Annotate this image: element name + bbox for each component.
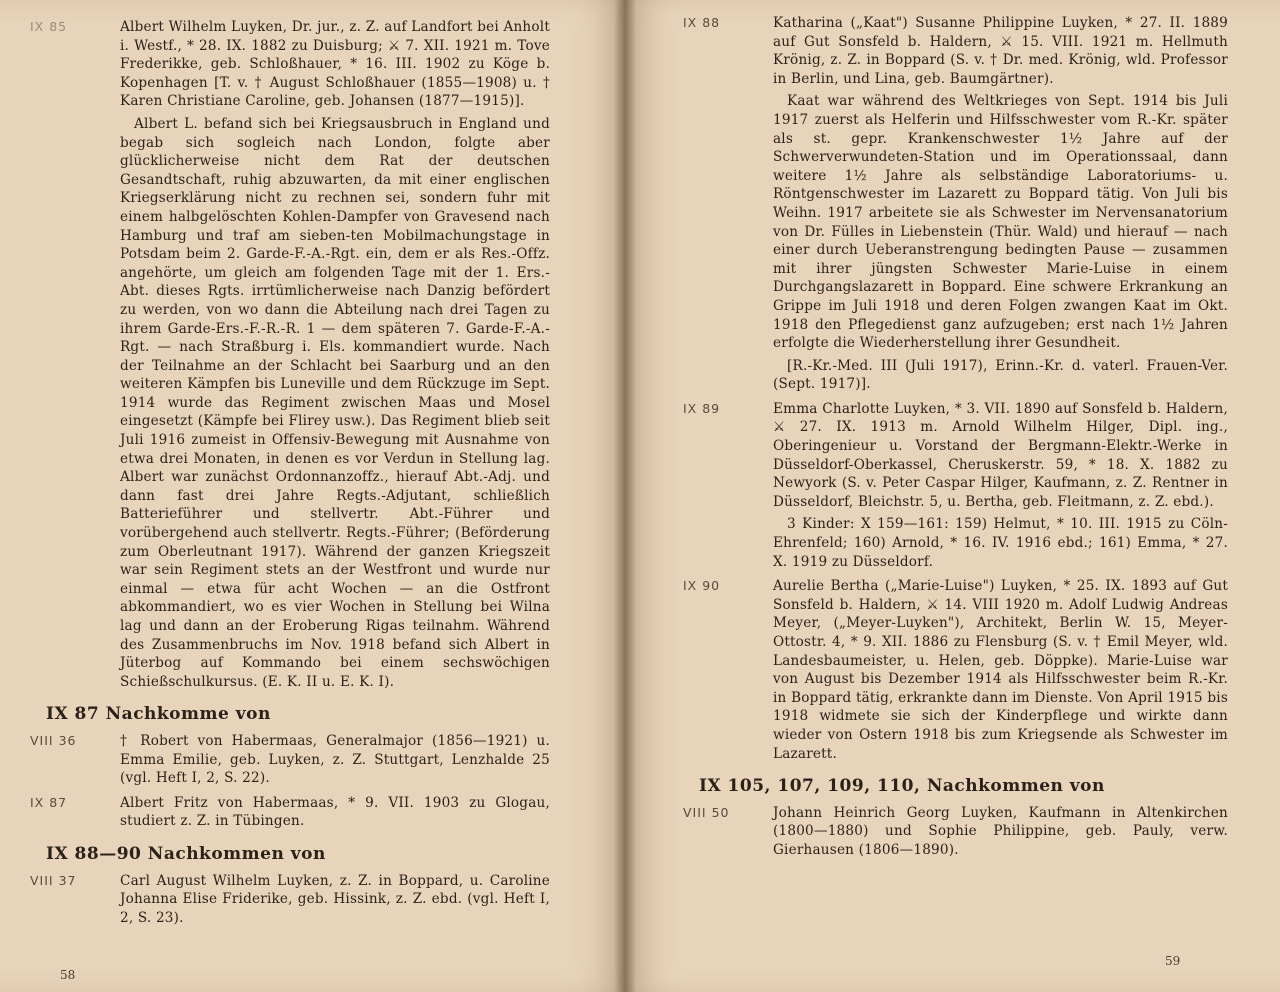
entry-paragraph: Katharina („Kaat") Susanne Philippine Luyken, * 27. II. 1889 auf Gut Sonsfeld b. Haldern, ⚔ 15. VIII. 1921 m. Hellmuth Krönig, z. Z. in Boppard (S. v. † Dr. med. Krönig, wld. Professor in Berlin, und Lina, geb. Baumgärtner). [773,15,1228,87]
entry-number: IX 87 [30,794,68,810]
entry-paragraph: † Robert von Habermaas, Generalmajor (1856—1921) u. Emma Emilie, geb. Luyken, z. Z. Stuttgart, Lenzhalde 25 (vgl. Heft I, 2, S. 22). [120,732,550,787]
left-entries-top [30,18,550,691]
entry-paragraph: [R.-Kr.-Med. III (Juli 1917), Erinn.-Kr. d. vaterl. Frauen-Ver. (Sept. 1917)]. [773,357,1228,393]
entry-paragraph: Kaat war während des Weltkrieges von Sept. 1914 bis Juli 1917 zuerst als Helferin und Hilfsschwester vom R.-Kr. später als st. gepr. Krankenschwester 1½ Jahre auf der Schwerverwundeten-Station und im Operationssaal, dann weitere 1½ Jahre als selbständige Laboratoriums- u. Röntgenschwester im Lazarett zu Boppard tätig. Von Juli bis Weihn. 1917 arbeitete sie als Schwester im Nervensanatorium von Dr. Fülles in Liebenstein (Thür. Wald) und hierauf — nach einer durch Ueberanstrengung bedingten Pause — zusammen mit ihrer jüngsten Schwester Marie-Luise in einem Durchgangslazarett in Boppard. Eine schwere Erkrankung an Grippe im Juli 1918 und deren Folgen zwangen Kaat im Okt. 1918 den Pflegedienst ganz aufzugeben; erst nach 1½ Jahren erfolgte die Wiederherstellung ihrer Gesundheit. [773,93,1228,352]
entry-paragraph: Emma Charlotte Luyken, * 3. VII. 1890 auf Sonsfeld b. Haldern, ⚔ 27. IX. 1913 m. Arnold Wilhelm Hilger, Dipl. ing., Oberingenieur u. Vorstand der Bergmann-Elektr.-Werke in Düsseldorf-Oberkassel, Cheruskerstr. 59, * 18. X. 1882 zu Newyork (S. v. Peter Caspar Hilger, Kaufmann, z. Z. Rentner in Düsseldorf, Bleichstr. 5, u. Bertha, geb. Fleitmann, z. Z. ebd.). [773,400,1228,510]
right-column [683,14,1228,866]
genealogy-entry [30,872,550,928]
entry-paragraph: Albert L. befand sich bei Kriegsausbruch in England und begab sich sogleich nach London, folgte aber glücklicherweise nicht dem Rat der deutschen Gesandtschaft, ruhig abzuwarten, da mit einer englischen Kriegserklärung nicht zu rechnen sei, sondern fuhr mit einem halbgelöschten Kohlen-Dampfer von Gravesend nach Hamburg und traf am sieben-ten Mobilmachungstage in Potsdam beim 2. Garde-F.-A.-Rgt. ein, dem er als Res.-Offz. angehörte, um gleich am folgenden Tage mit der 1. Ers.-Abt. dieses Rgts. irrtümlicherweise nach Danzig befördert zu werden, von wo dann die Abteilung nach drei Tagen zu ihrem Garde-Ers.-F.-R.-R. 1 — dem späteren 7. Garde-F.-A.-Rgt. — nach Straßburg i. Els. kommandiert wurde. Nach der Teilnahme an der Schlacht bei Saarburg und an den weiteren Kämpfen bis Luneville und dem Rückzuge im Sept. 1914 wurde das Regiment zwischen Maas und Mosel eingesetzt (Kämpfe bei Flirey usw.). Das Regiment blieb seit Juli 1916 zumeist in Offensiv-Bewegung mit Ausnahme von etwa drei Monaten, in denen es vor Verdun in Stellung lag. Albert war zunächst Ordonnanzoffz., hierauf Abt.-Adj. und dann fast drei Jahre Regts.-Adjutant, schließlich Batterieführer und stellvertr. Abt.-Führer und vorübergehend auch stellvertr. Regts.-Führer; (Beförderung zum Oberleutnant 1917). Während der ganzen Kriegszeit war sein Regiment stets an der Westfront und wurde nur einmal — etwa für acht Wochen — an die Ostfront abkommandiert, wo es vier Wochen in Stellung bei Wilna lag und dann an der Eroberung Rigas teilnahm. Während des Zusammenbruchs im Nov. 1918 befand sich Albert in Jüterbog auf Kommando bei einem sechswöchigen Schießschulkursus. (E. K. II u. E. K. I). [120,115,550,690]
entry-paragraph: Carl August Wilhelm Luyken, z. Z. in Boppard, u. Caroline Johanna Elise Friderike, geb. Hissink, z. Z. ebd. (vgl. Heft I, 2, S. 23). [120,872,550,926]
genealogy-entry [30,732,550,788]
left-entries-88 [30,872,550,928]
entry-paragraph: Aurelie Bertha („Marie-Luise") Luyken, * 25. IX. 1893 auf Gut Sonsfeld b. Haldern, ⚔ 14. VIII 1920 m. Adolf Ludwig Andreas Meyer, („Meyer-Luyken"), Architekt, Berlin W. 15, Meyer-Ottostr. 4, * 9. XII. 1886 zu Flensburg (S. v. † Emil Meyer, wld. Landesbaumeister, u. Helen, geb. Döppke). Marie-Luise war von August bis Dezember 1914 als Hilfsschwester beim R.-Kr. in Boppard tätig, erkrankte dann im Dienste. Von April 1915 bis 1918 widmete sie sich der Kinderpflege und wirkte dann wieder von Ostern 1918 bis zum Kriegsende als Schwester im Lazarett. [773,578,1228,762]
book-gutter [614,0,636,992]
section-heading-ix-88-90: IX 88—90 Nachkommen von [46,843,326,864]
right-entries-top [683,14,1228,763]
page-number-left: 58 [60,968,76,982]
genealogy-entry [683,14,1228,394]
entry-number: VIII 50 [683,804,730,820]
page-number-right: 59 [1165,954,1181,968]
entry-paragraph: Albert Fritz von Habermaas, * 9. VII. 1903 zu Glogau, studiert z. Z. in Tübingen. [120,794,550,830]
right-entries-105 [683,804,1228,860]
left-entries-87 [30,732,550,831]
left-column [30,18,550,933]
entry-number: VIII 36 [30,732,77,748]
entry-paragraph: Johann Heinrich Georg Luyken, Kaufmann in Altenkirchen (1800—1880) und Sophie Philippine, geb. Pauly, verw. Gierhausen (1806—1890). [773,804,1228,858]
section-heading-ix-105: IX 105, 107, 109, 110, Nachkommen von [699,776,1105,797]
entry-number: IX 89 [683,400,721,416]
left-page [0,0,625,992]
genealogy-entry [683,577,1228,763]
entry-number: IX 85 [30,19,68,34]
entry-number: IX 88 [683,15,721,30]
genealogy-entry [30,18,550,691]
entry-paragraph: Albert Wilhelm Luyken, Dr. jur., z. Z. auf Landfort bei Anholt i. Westf., * 28. IX. 1882 zu Duisburg; ⚔ 7. XII. 1921 m. Tove Frederikke, geb. Schloßhauer, * 16. III. 1902 zu Köge b. Kopenhagen [T. v. † August Schloßhauer (1855—1908) u. † Karen Christiane Caroline, geb. Johansen (1877—1915)]. [120,19,550,110]
genealogy-entry [30,794,550,831]
entry-paragraph: 3 Kinder: X 159—161: 159) Helmut, * 10. III. 1915 zu Cöln-Ehrenfeld; 160) Arnold, * 16. IV. 1916 ebd.; 161) Emma, * 27. X. 1919 zu Düsseldorf. [773,516,1228,570]
section-heading-ix-87: IX 87 Nachkomme von [46,704,271,725]
entry-number: VIII 37 [30,872,77,888]
genealogy-entry [683,400,1228,571]
genealogy-entry [683,804,1228,860]
right-page [625,0,1280,992]
entry-number: IX 90 [683,578,721,594]
